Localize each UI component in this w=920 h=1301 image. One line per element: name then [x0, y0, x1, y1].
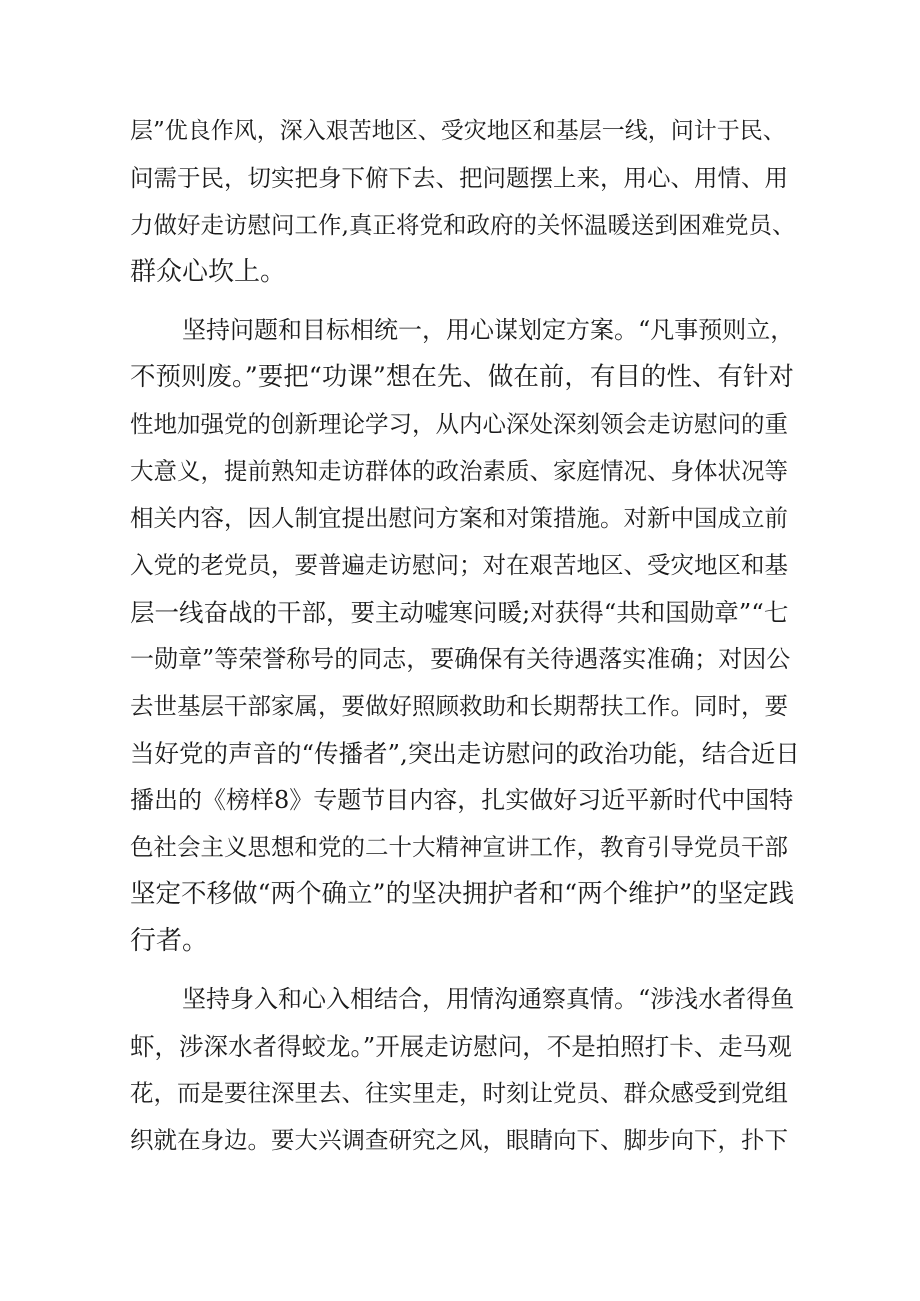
text-line: 性地加强党的创新理论学习，从内心深处深刻领会走访慰问的重: [130, 410, 788, 438]
text-line: 坚持身入和心入相结合，用情沟通察真情。“涉浅水者得鱼: [182, 985, 795, 1013]
text-line: 不预则废。”要把“功课”想在先、做在前，有目的性、有针对: [130, 362, 794, 392]
text-line: 坚持问题和目标相统一，用心谋划定方案。“凡事预则立，: [182, 316, 795, 344]
text-line: 相关内容，因人制宜提出慰问方案和对策措施。对新中国成立前: [130, 504, 788, 532]
paragraph-2: [130, 307, 800, 965]
text-line: 花，而是要往深里去、往实里走，时刻让党员、群众感受到党组: [130, 1079, 788, 1107]
paragraph-3: [130, 976, 800, 1164]
text-line: 去世基层干部家属，要做好照顾救助和长期帮扶工作。同时，要: [130, 692, 788, 720]
text-line: 入党的老党员，要普遍走访慰问；对在艰苦地区、受灾地区和基: [130, 551, 788, 579]
text-line: 层”优良作风，深入艰苦地区、受灾地区和基层一线，问计于民、: [130, 118, 786, 144]
text-line: 行者。: [130, 926, 209, 956]
text-line: 力做好走访慰问工作,真正将党和政府的关怀温暖送到困难党员、: [130, 211, 796, 239]
text-line: 层一线奋战的干部，要主动嘘寒问暖;对获得“共和国勋章”“七: [130, 598, 789, 627]
text-line: 虾，涉深水者得蛟龙。”开展走访慰问，不是拍照打卡、走马观: [130, 1032, 792, 1061]
text-line: 一勋章”等荣誉称号的同志，要确保有关待遇落实准确；对因公: [130, 645, 791, 673]
paragraph-spacer: [130, 296, 800, 307]
text-line: 群众心坎上。: [130, 257, 287, 287]
text-line: 当好党的声音的“传播者”,突出走访慰问的政治功能，结合近日: [130, 739, 800, 768]
paragraph-1: [130, 108, 800, 296]
document-body: [130, 108, 800, 1164]
text-line: 播出的《榜样8》专题节目内容，扎实做好习近平新时代中国特: [130, 786, 794, 814]
text-line: 色社会主义思想和党的二十大精神宣讲工作，教育引导党员干部: [130, 833, 788, 861]
text-line: 坚定不移做“两个确立”的坚决拥护者和“两个维护”的坚定践: [130, 879, 795, 909]
text-line: 大意义，提前熟知走访群体的政治素质、家庭情况、身体状况等: [130, 457, 788, 485]
paragraph-spacer: [130, 965, 800, 976]
text-line: 问需于民，切实把身下俯下去、把问题摆上来，用心、用情、用: [130, 164, 788, 192]
text-line: 织就在身边。要大兴调查研究之风，眼睛向下、脚步向下，扑下: [130, 1126, 788, 1154]
